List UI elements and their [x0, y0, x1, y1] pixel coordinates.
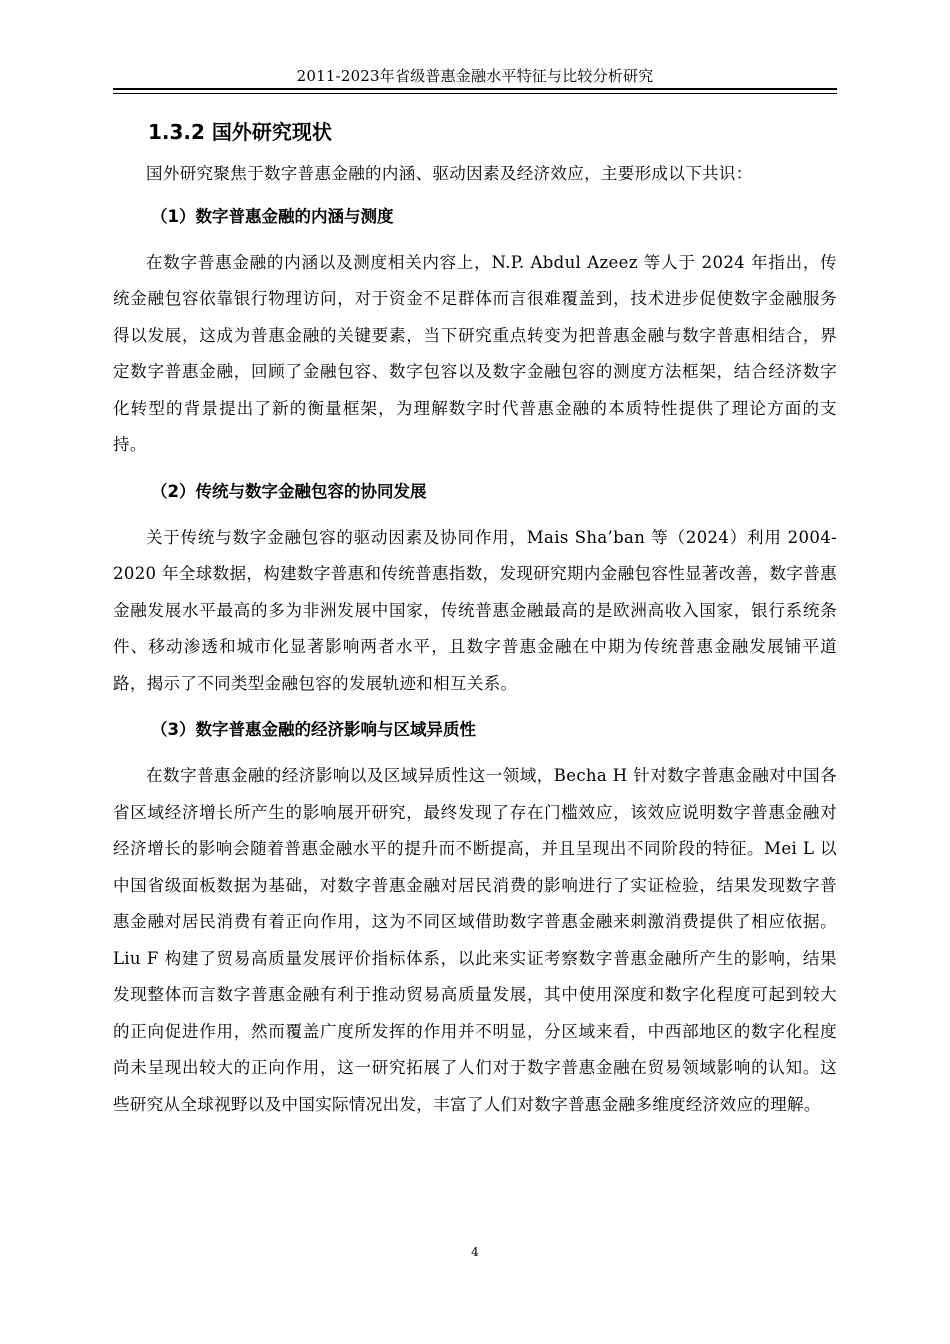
spacer [113, 235, 837, 245]
subsection-heading-3: （3）数字普惠金融的经济影响与区域异质性 [151, 720, 476, 739]
spacer [113, 464, 837, 474]
subsection-paragraph-3: 在数字普惠金融的经济影响以及区域异质性这一领域，Becha H 针对数字普惠金融对中国各省区域经济增长所产生的影响展开研究，最终发现了存在门槛效应，该效应说明数字普惠金融对经济增长的影响会随着普惠金融水平的提升而不断提高，并且呈现出不同阶段的特征。Mei L 以中国省级面板数据为基础，对数字普惠金融对居民消费的影响进行了实证检验，结果发现数字普惠金融对居民消费有着正向作用，这为不同区域借助数字普惠金融来刺激消费提供了相应依据。Liu F 构建了贸易高质量发展评价指标体系，以此来实证考察数字普惠金融所产生的影响，结果发现整体而言数字普惠金融有利于推动贸易高质量发展，其中使用深度和数字化程度可起到较大的正向促进作用，然而覆盖广度所发挥的作用并不明显，分区域来看，中西部地区的数字化程度尚未呈现出较大的正向作用，这一研究拓展了人们对于数字普惠金融在贸易领域影响的认知。这些研究从全球视野以及中国实际情况出发，丰富了人们对数字普惠金融多维度经济效应的理解。 [113, 766, 837, 1114]
subsection-heading-2: （2）传统与数字金融包容的协同发展 [151, 481, 427, 501]
subsection-paragraph-1: 在数字普惠金融的内涵以及测度相关内容上，N.P. Abdul Azeez 等人于 2024 年指出，传统金融包容依靠银行物理访问，对于资金不足群体而言很难覆盖到，技术进步促使数字金融服务得以发展，这成为普惠金融的关键要素，当下研究重点转变为把普惠金融与数字普惠相结合，界定数字普惠金融，回顾了金融包容、数字包容以及数字金融包容的测度方法框架，结合经济数字化转型的背景提出了新的衡量框架，为理解数字时代普惠金融的本质特性提供了理论方面的支持。 [113, 252, 837, 454]
spacer [113, 748, 837, 758]
running-header: 2011-2023年省级普惠金融水平特征与比较分析研究 [296, 67, 654, 85]
header-rule-thin [113, 93, 837, 94]
page-number: 4 [471, 1245, 479, 1259]
page-body [113, 114, 837, 1123]
section-title: 1.3.2 国外研究现状 [148, 120, 332, 144]
subsection-heading-1: （1）数字普惠金融的内涵与测度 [151, 206, 394, 226]
intro-paragraph: 国外研究聚焦于数字普惠金融的内涵、驱动因素及经济效应，主要形成以下共识： [146, 164, 753, 183]
spacer [113, 510, 837, 520]
header-rule-thick [113, 88, 837, 90]
subsection-paragraph-2: 关于传统与数字金融包容的驱动因素及协同作用，Mais Sha’ban 等（2024）利用 2004-2020 年全球数据，构建数字普惠和传统普惠指数，发现研究期内金融包容性显著改善，数字普惠金融发展水平最高的多为非洲发展中国家，传统普惠金融最高的是欧洲高收入国家，银行系统条件、移动渗透和城市化显著影响两者水平，且数字普惠金融在中期为传统普惠金融发展铺平道路，揭示了不同类型金融包容的发展轨迹和相互关系。 [113, 527, 837, 693]
spacer [113, 702, 837, 712]
